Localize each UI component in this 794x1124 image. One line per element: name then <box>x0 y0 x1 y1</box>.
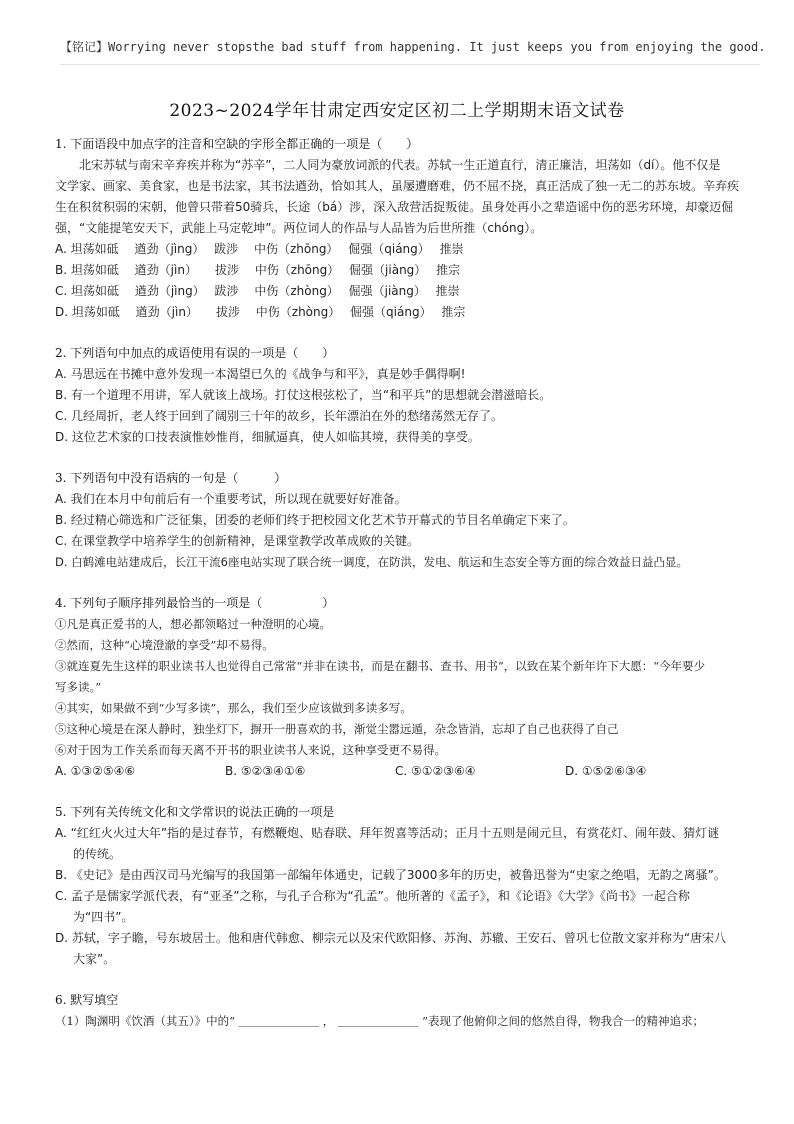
q1-option-d[interactable]: D. 坦荡如砥 遒劲（jìn） 拔涉 中伤（zhòng） 倔强（qiáng） 推宗 <box>55 305 466 319</box>
q5-option-a[interactable]: A. “红红火火过大年”指的是过春节，有燃鞭炮、贴春联、拜年贺喜等活动；正月十五则是闹元旦，有赏花灯、闹年鼓、猜灯谜 <box>55 826 720 840</box>
q1-passage-line: 北宋苏轼与南宋辛弃疾并称为“苏辛”，二人同为豪放词派的代表。苏轼一生正道直行，清正廉洁，坦荡如（dí）。他不仅是 <box>79 158 721 172</box>
q4-sentence-6: ⑥对于因为工作关系而每天离不开书的职业读书人来说，这种享受更不易得。 <box>55 743 446 757</box>
q2-option-a[interactable]: A. 马思远在书摊中意外发现一本渴望已久的《战争与和平》，真是妙手偶得啊! <box>55 367 466 381</box>
q1-option-a[interactable]: A. 坦荡如砥 遒劲（jìng） 跋涉 中伤（zhōng） 倔强（qiáng） 推崇 <box>55 242 464 256</box>
question-5 <box>55 802 745 970</box>
q1-passage-line: 文学家、画家、美食家，也是书法家，其书法遒劲，恰如其人，虽屡遭磨难，仍不屈不挠，真正活成了独一无二的苏东坡。辛弃疾 <box>55 179 740 193</box>
question-6-stem: 6. 默写填空 <box>55 993 119 1007</box>
question-1-stem: 1. 下面语段中加点字的注音和空缺的字形全都正确的一项是（ ） <box>55 137 419 151</box>
q1-passage-line: 强，“文能提笔安天下，武能上马定乾坤”。两位词人的作品与人品皆为后世所推（chóng）。 <box>55 221 543 235</box>
question-5-stem: 5. 下列有关传统文化和文学常识的说法正确的一项是 <box>55 805 335 819</box>
q5-option-b[interactable]: B. 《史记》是由西汉司马光编写的我国第一部编年体通史，记载了3000多年的历史，被鲁迅誉为“史家之绝唱，无韵之离骚”。 <box>55 868 726 882</box>
q5-option-c-cont: 为“四书”。 <box>73 910 134 924</box>
q2-option-d[interactable]: D. 这位艺术家的口技表演惟妙惟肖，细腻逼真，使人如临其境，获得美的享受。 <box>55 430 480 444</box>
q2-option-b[interactable]: B. 有一个道理不用讲，军人就该上战场。打仗这根弦松了，当“和平兵”的思想就会潜滋暗长。 <box>55 388 552 402</box>
exam-title: 2023~2024学年甘肃定西安定区初二上学期期末语文试卷 <box>169 101 625 121</box>
q4-option-d[interactable]: D. ①⑤②⑥③④ <box>565 764 647 778</box>
q5-option-a-cont: 的传统。 <box>73 847 122 861</box>
spacer <box>55 970 745 990</box>
q3-option-a[interactable]: A. 我们在本月中旬前后有一个重要考试，所以现在就要好好准备。 <box>55 492 407 506</box>
q2-option-c[interactable]: C. 几经周折，老人终于回到了阔别三十年的故乡，长年漂泊在外的愁绪荡然无存了。 <box>55 409 504 423</box>
q3-option-c[interactable]: C. 在课堂教学中培养学生的创新精神，是课堂教学改革成败的关键。 <box>55 534 420 548</box>
question-2-stem: 2. 下列语句中加点的成语使用有误的一项是（ ） <box>55 346 335 360</box>
q4-option-b[interactable]: B. ⑤②③④①⑥ <box>225 764 306 778</box>
q4-option-a[interactable]: A. ①③②⑤④⑥ <box>55 764 136 778</box>
q5-option-d-cont: 大家”。 <box>73 952 116 966</box>
question-1 <box>55 134 745 323</box>
q3-option-d[interactable]: D. 白鹤滩电站建成后，长江干流6座电站实现了联合统一调度，在防洪，发电、航运和生态安全等方面的综合效益日益凸显。 <box>55 555 688 569</box>
q4-sentence-3: ③就连夏先生这样的职业读书人也觉得自己常常“并非在读书，而是在翻书、查书、用书”，以致在某个新年许下大愿：“今年要少 <box>55 659 706 673</box>
q4-sentence-5: ⑤这种心境是在深人静时，独坐灯下，摒开一册喜欢的书，渐觉尘嚣远遁，杂念皆消，忘却了自己也获得了自己 <box>55 722 619 736</box>
q1-option-b[interactable]: B. 坦荡如砥 遒劲（jìn） 拔涉 中伤（zhōng） 倔强（jiàng） 推宗 <box>55 263 461 277</box>
q4-sentence-2: ②然而，这种“心境澄澈的享受”却不易得。 <box>55 638 274 652</box>
q4-sentence-4: ④其实，如果做不到“少写多读”，那么，我们至少应该做到多读多写。 <box>55 701 412 715</box>
q6-fill-line-1[interactable]: （1）陶渊明《饮酒（其五）》中的“ ＿＿＿＿＿＿＿ ， ＿＿＿＿＿＿＿ ”表现了他俯仰之间的悠然自得，物我合一的精神追求； <box>55 1014 704 1028</box>
header-divider <box>60 64 760 65</box>
spacer <box>55 448 745 468</box>
q3-option-b[interactable]: B. 经过精心筛选和广泛征集，团委的老师们终于把校园文化艺术节开幕式的节目名单确定下来了。 <box>55 513 575 527</box>
spacer <box>55 573 745 593</box>
question-3 <box>55 468 745 573</box>
q5-option-d[interactable]: D. 苏轼，字子瞻，号东坡居士。他和唐代韩愈、柳宗元以及宋代欧阳修、苏洵、苏辙、王安石、曾巩七位散文家并称为“唐宋八 <box>55 931 727 945</box>
q4-sentence-3-cont: 写多读。” <box>55 680 102 694</box>
question-4-stem: 4. 下列句子顺序排列最恰当的一项是（ ） <box>55 596 335 610</box>
question-3-stem: 3. 下列语句中没有语病的一句是（ ） <box>55 471 287 485</box>
question-4 <box>55 593 745 782</box>
question-2 <box>55 343 745 448</box>
q1-option-c[interactable]: C. 坦荡如砥 遒劲（jìng） 跋涉 中伤（zhòng） 倔强（jiàng） 推崇 <box>55 284 460 298</box>
question-6 <box>55 990 745 1032</box>
q4-sentence-1: ①凡是真正爱书的人，想必都领略过一种澄明的心境。 <box>55 617 331 631</box>
header-quote: 【铭记】Worrying never stopsthe bad stuff from happening. It just keeps you from enjoying the good. <box>60 40 766 54</box>
q1-passage-line: 生在积贫积弱的宋朝，他曾只带着50骑兵，长途（bá）涉，深入敌营活捉叛徒。虽身处再小之辈造谣中伤的恶劣环境，却豪迈倔 <box>55 200 734 214</box>
exam-content <box>55 134 745 1032</box>
q4-options <box>55 761 745 782</box>
spacer <box>55 323 745 343</box>
spacer <box>55 782 745 802</box>
q5-option-c[interactable]: C. 孟子是儒家学派代表，有“亚圣”之称，与孔子合称为“孔孟”。他所著的《孟子》，和《论语》《大学》《尚书》一起合称 <box>55 889 690 903</box>
q4-option-c[interactable]: C. ⑤①②③⑥④ <box>395 764 476 778</box>
